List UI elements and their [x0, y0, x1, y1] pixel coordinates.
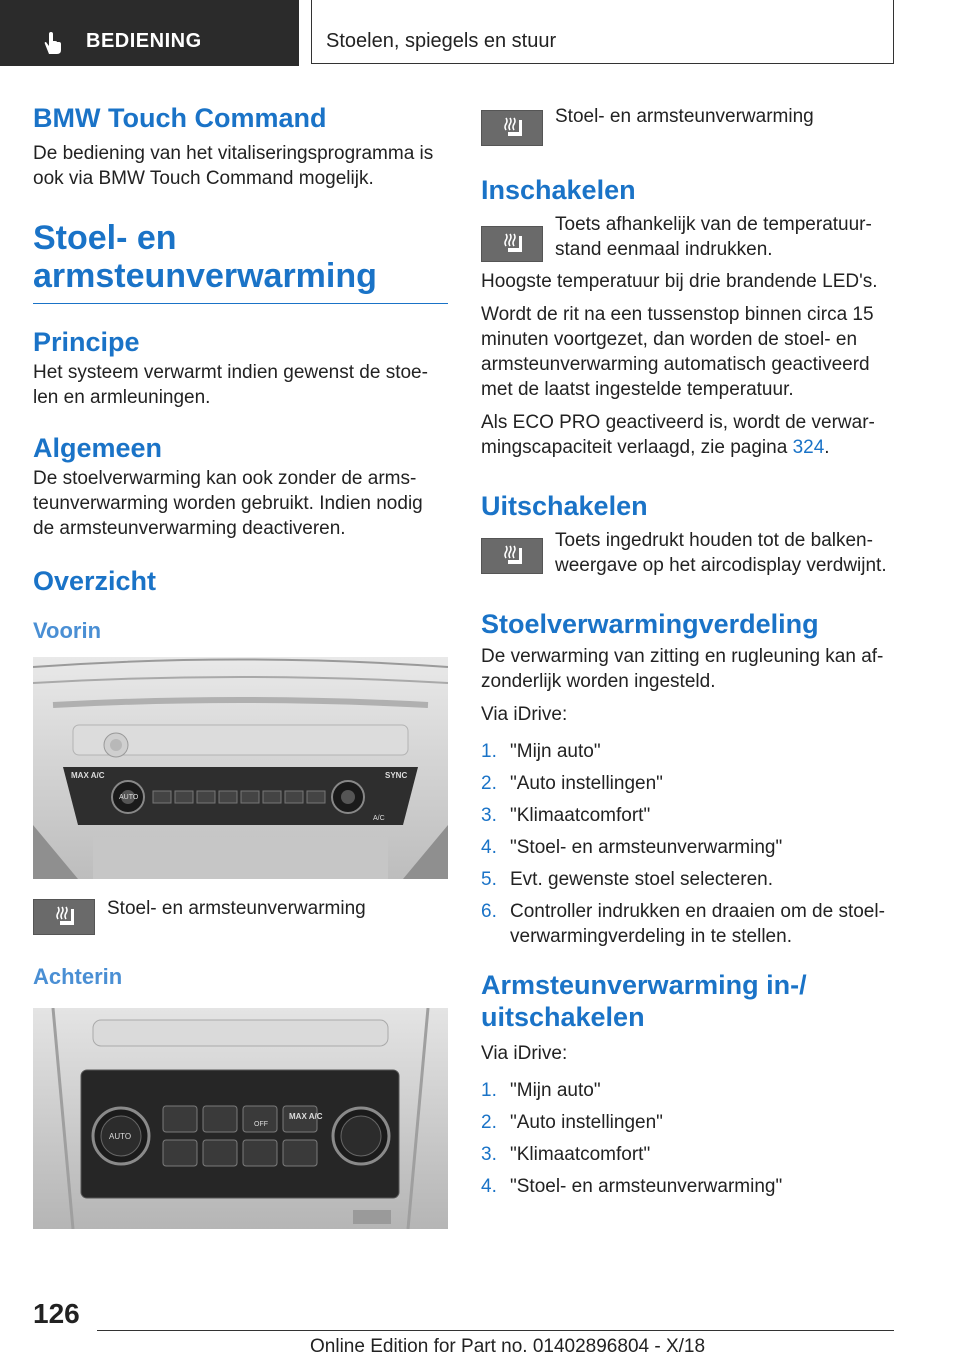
rear-panel-label-auto-left: AUTO [109, 1132, 132, 1141]
step-text: Controller indrukken en draaien om de stoel‐ verwarmingverdeling in te stellen. [510, 901, 885, 947]
inschakelen-text-1: Hoogste temperatuur bij drie brandende LED's. [481, 271, 878, 292]
list-item [481, 771, 893, 796]
voorin-icon-row [33, 899, 448, 935]
uitschakelen-heading: Uitschakelen [481, 491, 648, 521]
eco-pro-text: Als ECO PRO geactiveerd is, wordt de verwar‐ mingscapaciteit verlaagd, zie pagina [481, 412, 875, 458]
touch-command-heading: BMW Touch Command [33, 103, 327, 133]
step-number: 3. [481, 1144, 497, 1165]
edition-text: Online Edition for Part no. 01402896804 - X/18 [310, 1336, 706, 1357]
uitschakelen-icon-row [481, 528, 893, 578]
step-number: 5. [481, 869, 497, 890]
seat-heating-icon [481, 538, 543, 574]
rear-panel-label-maxac: MAX A/C [289, 1112, 323, 1121]
voorin-heading: Voorin [33, 618, 102, 643]
step-text: "Klimaatcomfort" [510, 1144, 651, 1165]
inschakelen-heading: Inschakelen [481, 175, 636, 205]
front-climate-panel-image [33, 657, 448, 879]
list-item [481, 803, 893, 828]
step-number: 3. [481, 805, 497, 826]
list-item [481, 867, 893, 892]
front-panel-label-auto: AUTO [119, 794, 139, 801]
seat-heating-icon [481, 226, 543, 262]
page-number: 126 [33, 1298, 80, 1329]
step-text: "Stoel- en armsteunverwarming" [510, 1176, 783, 1197]
list-item [481, 899, 893, 949]
verdeling-steps [481, 739, 893, 949]
section-label: BEDIENING [86, 30, 202, 52]
step-number: 4. [481, 1176, 497, 1197]
inschakelen-icon-text: Toets afhankelijk van de temperatuur‐ stand eenmaal indrukken. [555, 214, 872, 260]
front-panel-label-sync: SYNC [385, 771, 408, 780]
armsteun-heading: Armsteunverwarming in-/ uitschakelen [481, 970, 807, 1032]
step-text: "Mijn auto" [510, 741, 601, 762]
list-item [481, 1142, 893, 1167]
inschakelen-text-3 [481, 410, 893, 460]
algemeen-text: De stoelverwarming kan ook zonder de arms‐ teunverwarming worden gebruikt. Indien nodig de armsteunverwarming deactiveren. [33, 468, 423, 539]
achterin-heading: Achterin [33, 964, 123, 989]
step-number: 2. [481, 1112, 497, 1133]
uitschakelen-icon-text: Toets ingedrukt houden tot de balken‐ weergave op het aircodisplay verdwijnt. [555, 530, 887, 576]
step-number: 2. [481, 773, 497, 794]
rear-panel-label-off: OFF [254, 1121, 268, 1128]
step-number: 4. [481, 837, 497, 858]
heading-rule [33, 303, 448, 304]
list-item [481, 1110, 893, 1135]
list-item [481, 835, 893, 860]
armsteun-via: Via iDrive: [481, 1043, 568, 1064]
left-column [33, 100, 448, 1229]
overzicht-heading: Overzicht [33, 566, 157, 596]
page-reference-link[interactable]: 324 [792, 437, 825, 458]
algemeen-heading: Algemeen [33, 433, 163, 463]
list-item [481, 1078, 893, 1103]
chapter-tab [311, 0, 894, 64]
front-panel-label-ac: A/C [373, 815, 385, 822]
step-text: "Klimaatcomfort" [510, 805, 651, 826]
step-number: 6. [481, 901, 497, 922]
rear-climate-panel-image [33, 1008, 448, 1229]
front-panel-label-maxac: MAX A/C [71, 771, 105, 780]
touch-command-text: De bediening van het vitaliseringsprogramma is ook via BMW Touch Command mogelijk. [33, 143, 434, 189]
hand-icon [40, 30, 66, 61]
eco-pro-text-end: . [824, 437, 830, 458]
list-item [481, 739, 893, 764]
verdeling-text: De verwarming van zitting en rugleuning kan af‐ zonderlijk worden ingesteld. [481, 646, 884, 692]
verdeling-via: Via iDrive: [481, 704, 568, 725]
right-column [481, 100, 893, 1206]
list-item [481, 1174, 893, 1199]
verdeling-heading: Stoelverwarmingverdeling [481, 609, 819, 639]
voorin-icon-text: Stoel- en armsteunverwarming [107, 898, 366, 919]
step-number: 1. [481, 1080, 497, 1101]
top-icon-row [481, 106, 893, 146]
principe-text: Het systeem verwarmt indien gewenst de stoe‐ len en armleuningen. [33, 362, 428, 408]
seat-heating-icon [33, 899, 95, 935]
top-icon-text: Stoel- en armsteunverwarming [555, 106, 814, 127]
step-text: "Mijn auto" [510, 1080, 601, 1101]
section-tab [0, 0, 299, 66]
chapter-title: Stoelen, spiegels en stuur [326, 30, 557, 52]
principe-heading: Principe [33, 327, 140, 357]
inschakelen-icon-row [481, 212, 893, 262]
step-number: 1. [481, 741, 497, 762]
seat-heating-icon [481, 110, 543, 146]
main-heading: Stoel- en armsteunverwarming [33, 219, 377, 295]
step-text: Evt. gewenste stoel selecteren. [510, 869, 773, 890]
step-text: "Stoel- en armsteunverwarming" [510, 837, 783, 858]
armsteun-steps [481, 1078, 893, 1199]
step-text: "Auto instellingen" [510, 773, 663, 794]
step-text: "Auto instellingen" [510, 1112, 663, 1133]
footer-divider [97, 1330, 894, 1331]
inschakelen-text-2: Wordt de rit na een tussenstop binnen circa 15 minuten voortgezet, dan worden de stoel- en armsteunverwarming automatisch geactiveerd met de laatst ingestelde temperatuur. [481, 304, 874, 400]
